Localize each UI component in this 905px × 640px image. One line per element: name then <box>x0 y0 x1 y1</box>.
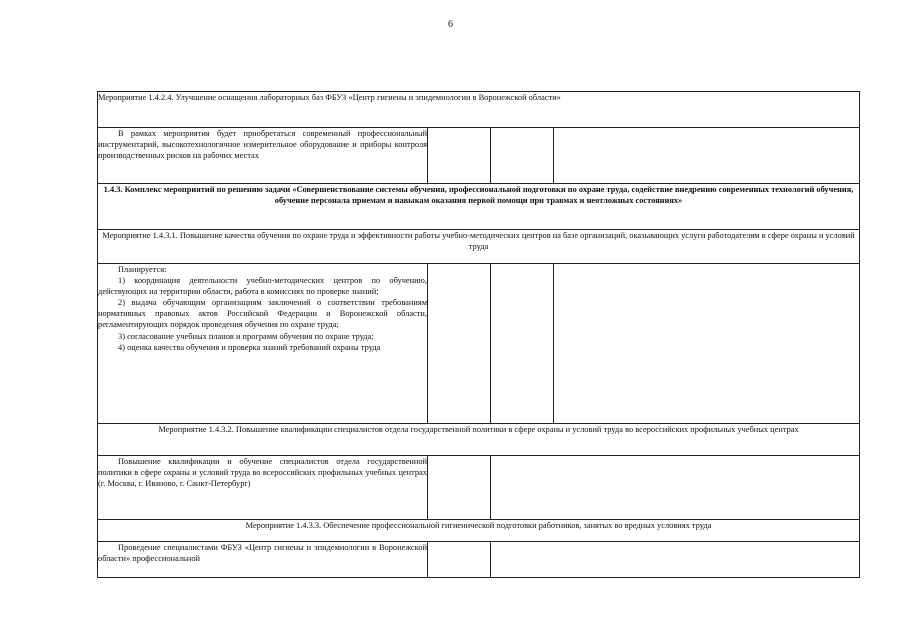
page-number: 6 <box>448 19 453 30</box>
empty-cell <box>491 128 554 184</box>
table-row <box>98 264 860 424</box>
list-item: Планируется: <box>118 265 167 274</box>
activity-header-1-4-3-2: Мероприятие 1.4.3.2. Повышение квалификации специалистов отдела государственной политики в сфере охраны и условий труда во всероссийских профильных учебных центрах <box>98 424 860 456</box>
empty-cell <box>554 264 860 424</box>
activity-description-1-4-3-1 <box>98 264 428 424</box>
empty-cell <box>428 542 491 578</box>
activity-header-1-4-2-4: Мероприятие 1.4.2.4. Улучшение оснащения лабораторных баз ФБУЗ «Центр гигиены и эпидемиологии в Воронежской области» <box>98 92 860 128</box>
activity-header-1-4-3-3: Мероприятие 1.4.3.3. Обеспечение профессиональной гигиенической подготовки работников, занятых во вредных условиях труда <box>98 520 860 542</box>
empty-cell <box>554 128 860 184</box>
list-item: 4) оценка качества обучения и проверка знаний требований охраны труда <box>118 342 381 352</box>
empty-cell <box>428 264 491 424</box>
empty-cell <box>428 128 491 184</box>
table-row <box>98 424 860 456</box>
description-text: Проведение специалистами ФБУЗ «Центр гигиены и эпидемиологии в Воронежской области» профессиональной <box>98 543 427 564</box>
table-row <box>98 520 860 542</box>
description-text: Повышение квалификации и обучение специалистов отдела государственной политики в сфере охраны и условий труда во всероссийских профильных учебных центрах (г. Москва, г. Иваново, г. Санкт-Петербург) <box>98 457 427 489</box>
empty-cell <box>491 456 860 520</box>
table-row <box>98 230 860 264</box>
section-header-1-4-3: 1.4.3. Комплекс мероприятий по решению задачи «Совершенствование системы обучения, профессиональной подготовки по охране труда, содействие внедрению современных технологий обучения, обучение персонала приемам и навыкам оказания первой помощи при травмах и неотложных состояниях» <box>98 184 860 230</box>
empty-cell <box>491 264 554 424</box>
list-item: 3) согласование учебных планов и программ обучения по охране труда; <box>118 331 374 341</box>
activity-description-1-4-2-4 <box>98 128 428 184</box>
table-row <box>98 128 860 184</box>
description-text: В рамках мероприятия будет приобретаться современный профессиональный инструментарий, высокотехнологичное измерительное оборудование и приборы контроля производственных рисков на рабочих местах <box>98 129 427 161</box>
table-row <box>98 184 860 230</box>
table-row <box>98 456 860 520</box>
empty-cell <box>428 456 491 520</box>
empty-cell <box>491 542 860 578</box>
activity-header-1-4-3-1: Мероприятие 1.4.3.1. Повышение качества обучения по охране труда и эффективности работы учебно-методических центров на базе организаций, оказывающих услуги работодателям в сфере охраны и условий труда <box>98 230 860 264</box>
activity-description-1-4-3-3 <box>98 542 428 578</box>
table-row <box>98 92 860 128</box>
activity-description-1-4-3-2 <box>98 456 428 520</box>
program-table <box>97 91 860 578</box>
list-item: 1) координация деятельности учебно-методических центров по обучению, действующих на территории области, работа в комиссиях по проверке знаний; <box>98 276 427 297</box>
table-row <box>98 542 860 578</box>
list-item: 2) выдача обучающим организациям заключений о соответствии требованиям нормативных правовых актов Российской Федерации и Воронежской области, регламентирующих порядок проведения обучения по охране труда; <box>98 298 427 330</box>
